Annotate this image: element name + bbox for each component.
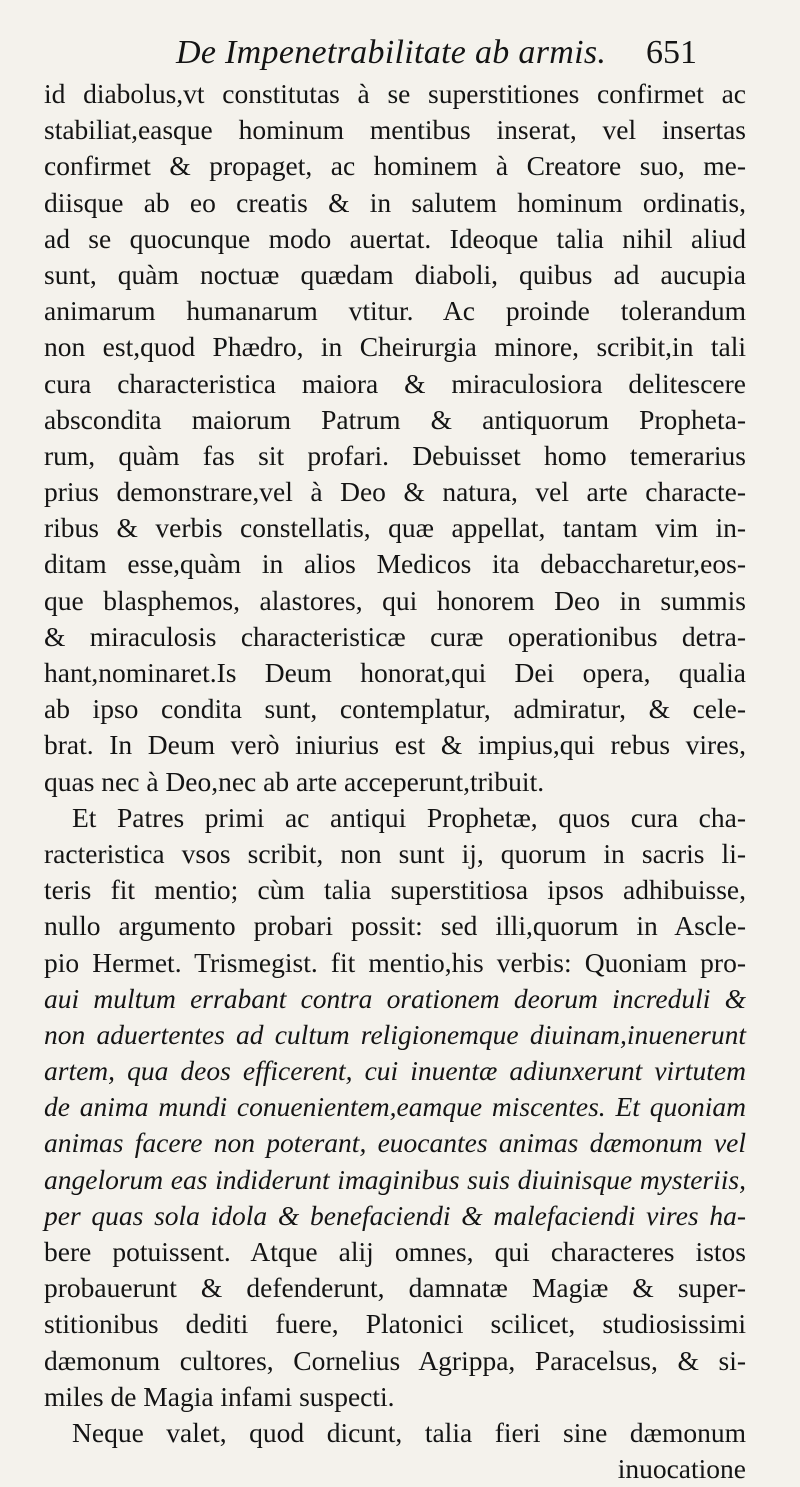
page-number: 651: [646, 34, 697, 71]
paragraph-last-line: miles de Magia infami suspecti.: [44, 1380, 395, 1412]
text-line: ribus & verbis constellatis, quæ appellat, tantam vim in-: [44, 512, 746, 544]
body-text: [44, 76, 746, 1487]
text-line: id diabolus,vt constitutas à se superstitiones confirmet ac: [44, 78, 746, 109]
running-title: De Impenetrabilitate ab armis.: [176, 34, 607, 71]
text-line: cura characteristica maiora & miraculosiora delitescere: [44, 367, 746, 399]
page-header: [0, 22, 800, 82]
quotation-line: angelorum eas indiderunt imaginibus suis diuinisque mysteriis,: [44, 1163, 746, 1195]
text-line: dæmonum cultores, Cornelius Agrippa, Paracelsus, & si-: [44, 1344, 746, 1376]
text-line: non est,quod Phædro, in Cheirurgia minore, scribit,in tali: [44, 331, 746, 363]
text-line: pio Hermet. Trismegist. fit mentio,his verbis: Quoniam pro-: [44, 946, 746, 978]
quotation-line: non aduertentes ad cultum religionemque diuinam,inuenerunt: [44, 1018, 746, 1050]
text-line: teris fit mentio; cùm talia superstitiosa ipsos adhibuisse,: [44, 874, 746, 906]
text-line: bere potuissent. Atque alij omnes, qui characteres istos: [44, 1236, 746, 1267]
text-line: & miraculosis characteristicæ curæ operationibus detra-: [44, 620, 746, 652]
text-line: probauerunt & defenderunt, damnatæ Magiæ & super-: [44, 1272, 746, 1304]
paragraph-first-line: Neque valet, quod dicunt, talia fieri sine dæmonum: [72, 1416, 746, 1448]
text-line: ad se quocunque modo auertat. Ideoque talia nihil aliud: [44, 222, 746, 254]
text-line: stitionibus dediti fuere, Platonici scilicet, studiosissimi: [44, 1308, 746, 1340]
paragraph-first-line: Et Patres primi ac antiqui Prophetæ, quos cura cha-: [72, 801, 746, 833]
text-line: brat. In Deum verò iniurius est & impius,qui rebus vires,: [44, 729, 746, 761]
text-line: que blasphemos, alastores, qui honorem Deo in summis: [44, 584, 746, 616]
text-line: nullo argumento probari possit: sed illi,quorum in Ascle-: [44, 910, 746, 942]
quotation-line: per quas sola idola & benefaciendi & malefaciendi vires ha-: [44, 1199, 746, 1231]
text-line: rum, quàm fas sit profari. Debuisset homo temerarius: [44, 439, 746, 471]
text-line: stabiliat,easque hominum mentibus inserat, vel insertas: [44, 114, 746, 146]
quotation-line: de anima mundi conuenientem,eamque miscentes. Et quoniam: [44, 1091, 746, 1123]
text-line: racteristica vsos scribit, non sunt ij, quorum in sacris li-: [44, 837, 746, 869]
text-line: hant,nominaret.Is Deum honorat,qui Dei opera, qualia: [44, 657, 746, 688]
text-line: abscondita maiorum Patrum & antiquorum Propheta-: [44, 403, 746, 435]
paragraph-last-line: quas nec à Deo,nec ab arte acceperunt,tribuit.: [44, 765, 545, 797]
quotation-line: aui multum errabant contra orationem deorum increduli &: [44, 982, 746, 1014]
text-line: diisque ab eo creatis & in salutem hominum ordinatis,: [44, 186, 746, 218]
text-line: ditam esse,quàm in alios Medicos ita debaccharetur,eos-: [44, 548, 746, 580]
text-line: confirmet & propaget, ac hominem à Creatore suo, me-: [44, 150, 746, 182]
quotation-line: artem, qua deos efficerent, cui inuentæ adiunxerunt virtutem: [44, 1055, 746, 1087]
text-line: ab ipso condita sunt, contemplatur, admiratur, & cele-: [44, 693, 746, 725]
text-line: sunt, quàm noctuæ quædam diaboli, quibus ad aucupia: [44, 258, 746, 290]
quotation-line: animas facere non poterant, euocantes animas dæmonum vel: [44, 1127, 746, 1159]
catchword: inuocatione: [617, 1453, 746, 1485]
text-line: animarum humanarum vtitur. Ac proinde tolerandum: [44, 295, 746, 327]
text-line: prius demonstrare,vel à Deo & natura, vel arte characte-: [44, 476, 746, 508]
